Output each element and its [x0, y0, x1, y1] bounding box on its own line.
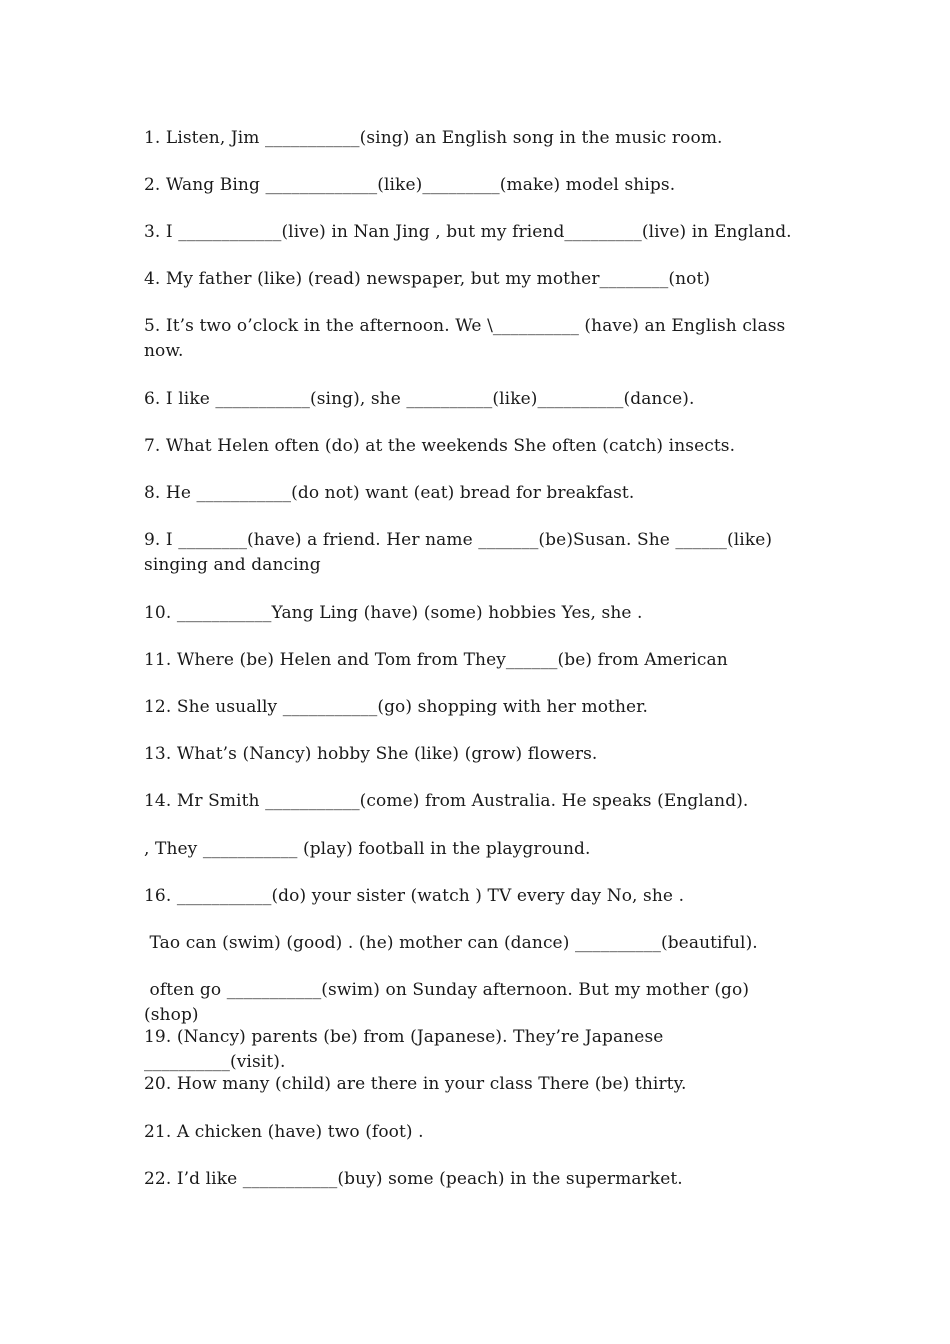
exercise-line-2: 2. Wang Bing _____________(like)_________(make) model ships.	[144, 175, 676, 195]
exercise-line-21: 21. A chicken (have) two (foot) .	[144, 1122, 424, 1142]
exercise-line-19: 19. (Nancy) parents (be) from (Japanese). They’re Japanese __________(visit).	[144, 1027, 669, 1072]
exercise-line-5: 5. It’s two o’clock in the afternoon. We \__________ (have) an English class now.	[144, 316, 791, 361]
exercise-line-10: 10. ___________Yang Ling (have) (some) hobbies Yes, she .	[144, 603, 643, 623]
exercise-line-11: 11. Where (be) Helen and Tom from They______(be) from American	[144, 650, 728, 670]
exercise-line-15: , They ___________ (play) football in the playground.	[144, 839, 591, 859]
exercise-line-17: Tao can (swim) (good) . (he) mother can (dance) __________(beautiful).	[144, 933, 758, 953]
exercise-line-22: 22. I’d like ___________(buy) some (peach) in the supermarket.	[144, 1169, 683, 1189]
exercise-line-13: 13. What’s (Nancy) hobby She (like) (grow) flowers.	[144, 744, 598, 764]
exercise-line-12: 12. She usually ___________(go) shopping with her mother.	[144, 697, 649, 717]
exercise-line-3: 3. I ____________(live) in Nan Jing , but my friend_________(live) in England.	[144, 222, 792, 242]
exercise-line-20: 20. How many (child) are there in your class There (be) thirty.	[144, 1074, 687, 1094]
exercise-line-14: 14. Mr Smith ___________(come) from Australia. He speaks (England).	[144, 791, 749, 811]
exercise-line-1: 1. Listen, Jim ___________(sing) an English song in the music room.	[144, 128, 723, 148]
exercise-line-7: 7. What Helen often (do) at the weekends She often (catch) insects.	[144, 436, 736, 456]
exercise-line-16: 16. ___________(do) your sister (watch ) TV every day No, she .	[144, 886, 685, 906]
exercise-line-8: 8. He ___________(do not) want (eat) bread for breakfast.	[144, 483, 635, 503]
exercise-line-9: 9. I ________(have) a friend. Her name _______(be)Susan. She ______(like) singing and dancing	[144, 530, 778, 575]
exercise-line-6: 6. I like ___________(sing), she __________(like)__________(dance).	[144, 389, 695, 409]
exercise-line-4: 4. My father (like) (read) newspaper, but my mother________(not)	[144, 269, 711, 289]
exercise-line-18: often go ___________(swim) on Sunday afternoon. But my mother (go) (shop)	[144, 980, 755, 1025]
